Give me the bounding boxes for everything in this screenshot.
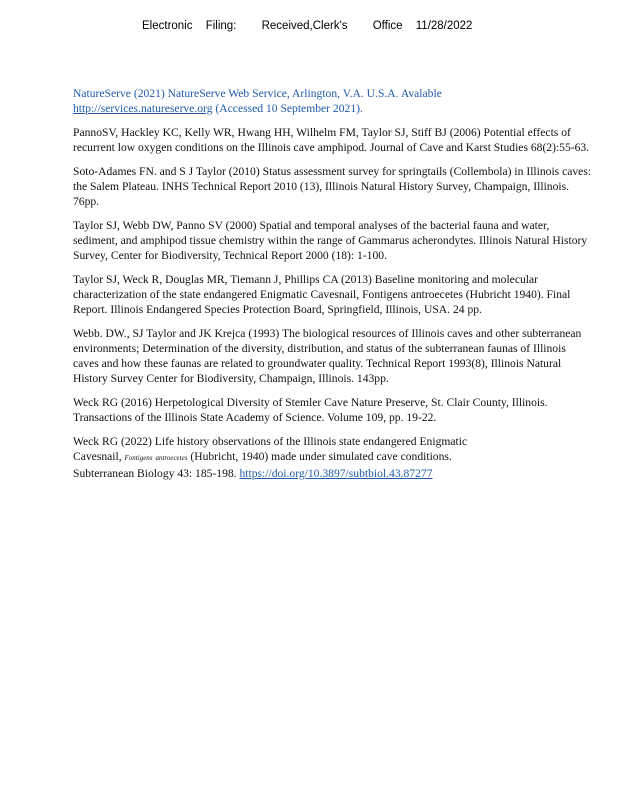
reference-panno: PannoSV, Hackley KC, Kelly WR, Hwang HH, Wilhelm FM, Taylor SJ, Stiff BJ (2006) Potential effects of recurrent low oxygen conditions on the Illinois cave amphipod. Journal of Cave and Karst Studies 68(2):55-63. [73,126,590,154]
natureserve-link[interactable]: http://services.natureserve.org [73,102,213,115]
species-genus: Fontigens [124,454,153,462]
reference-soto-adames: Soto-Adames FN. and S J Taylor (2010) Status assessment survey for springtails (Collembola) in Illinois caves: the Salem Plateau. INHS Technical Report 2010 (13), Illinois Natural History Survey, Champaign, Illinois. 76pp. [73,165,592,208]
reference-line1: Weck RG (2022) Life history observations of the Illinois state endangered Enigmatic [73,435,468,448]
reference-natureserve [73,86,593,116]
reference-taylor-2000: Taylor SJ, Webb DW, Panno SV (2000) Spatial and temporal analyses of the bacterial fauna and water, sediment, and amphipod tissue chemistry within the range of Gammarus acherondytes. Illinois Natural History Survey, Center for Biodiversity, Technical Report 2000 (18): 1-100. [73,219,588,262]
reference-text: NatureServe (2021) NatureServe Web Service, Arlington, V.A. U.S.A. Ava [73,87,420,100]
reference-taylor-2013: Taylor SJ, Weck R, Douglas MR, Tiemann J, Phillips CA (2013) Baseline monitoring and molecular characterization of the state endangered Enigmatic Cavesnail, Fontigens antroecetes (Hubricht 1940). Final Report. Illinois Endangered Species Protection Board, Springfield, Illinois, USA. 24 pp. [73,273,571,316]
reference-webb: Webb. DW., SJ Taylor and JK Krejca (1993) The biological resources of Illinois caves and other subterranean environments; Determination of the diversity, distribution, and status of the subterranean faunas of Illinois caves and how these faunas are related to groundwater quality. Technical Report 1993(8), Illinois Natural History Survey Center for Biodiversity, Champaign, Illinois. 143pp. [73,327,582,385]
header-office: Office [372,20,403,32]
reference-line3: Subterranean Biology 43: 185-198. [73,467,237,480]
header-filing: Filing: [205,20,237,32]
reference-tail: lable [419,87,442,100]
header-date: 11/28/2022 [415,20,473,32]
reference-line2-end: (Hubricht, 1940) made under simulated cave conditions. [190,450,452,463]
reference-accessed: (Accessed 10 September 2021). [215,102,363,115]
doi-link[interactable]: https://doi.org/10.3897/subtbiol.43.87277 [239,467,433,480]
reference-line2-start: Cavesnail, [73,450,122,463]
species-epithet: antroecetes [155,454,188,462]
reference-list [73,86,593,490]
reference-weck-2016: Weck RG (2016) Herpetological Diversity of Stemler Cave Nature Preserve, St. Clair County, Illinois. Transactions of the Illinois State Academy of Science. Volume 109, pp. 19-22. [73,396,548,424]
header-received: Received,Clerk's [261,20,348,32]
header-electronic: Electronic [142,20,193,32]
reference-weck-2022 [73,434,593,481]
filing-header [142,20,482,32]
